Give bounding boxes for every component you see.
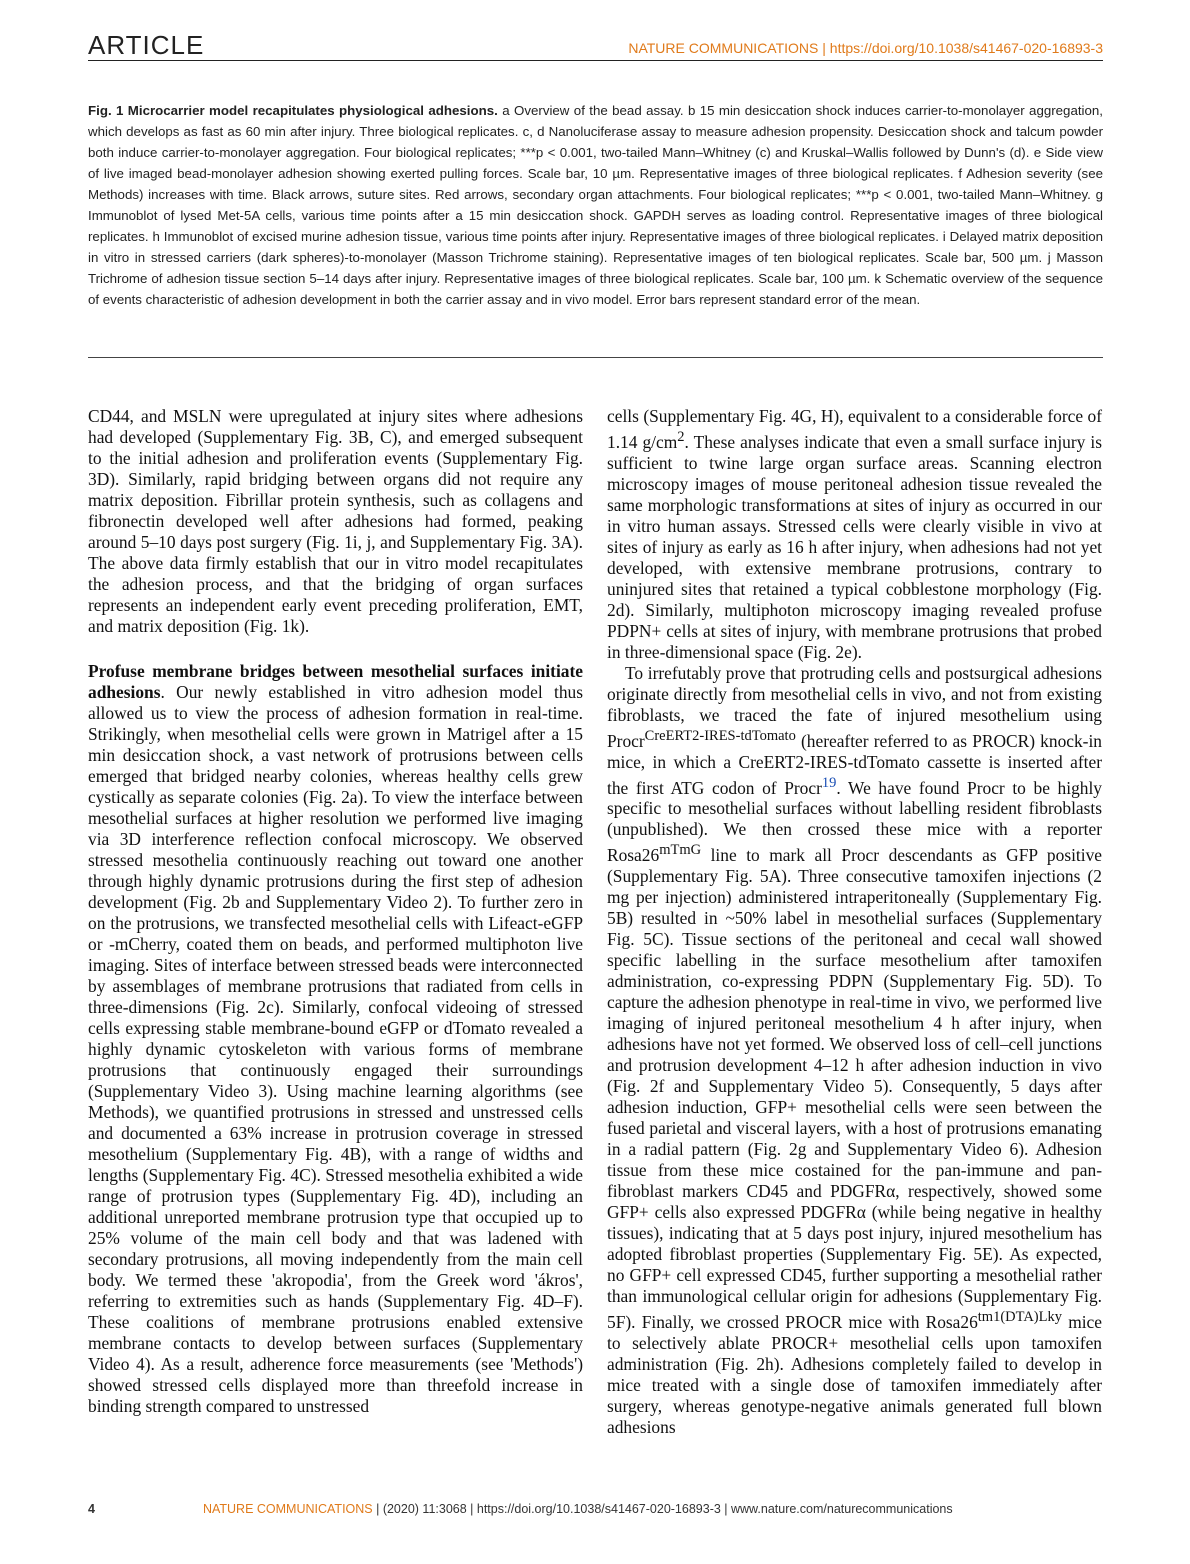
section-label: ARTICLE	[88, 30, 205, 60]
figure-caption	[88, 100, 1103, 310]
text-run: . We have found Procr to be highly specific to mesothelial surfaces without labelling resident fibroblasts (unpublished). We then crossed these mice with a reporter Rosa26	[607, 777, 1102, 866]
paragraph-text: . Our newly established in vitro adhesion model thus allowed us to view the process of adhesion formation in real-time. Strikingly, when mesothelial cells were grown in Matrigel after a 15 min desiccation shock, a vast network of protrusions between cells emerged that bridged nearby colonies, whereas healthy cells grew cystically as separate colonies (Fig. 2a). To view the interface between mesothelial surfaces at higher resolution we performed live imaging via 3D interference reflection confocal microscopy. We observed stressed mesothelia continuously reaching out toward one another through highly dynamic protrusions during the first step of adhesion development (Fig. 2b and Supplementary Video 2). To further zero in on the protrusions, we transfected mesothelial cells with Lifeact-eGFP or -mCherry, coated them on beads, and performed multiphoton live imaging. Sites of interface between stressed beads were interconnected by assemblages of membrane protrusions that radiated from cells in three-dimensions (Fig. 2c). Similarly, confocal videoing of stressed cells expressing stable membrane-bound eGFP or dTomato revealed a highly dynamic cytoskeleton with various forms of membrane protrusions that continuously engaged their surroundings (Supplementary Video 3). Using machine learning algorithms (see Methods), we quantified protrusions in stressed and unstressed cells and documented a 63% increase in protrusion coverage in stressed mesothelium (Supplementary Fig. 4B), with a range of widths and lengths (Supplementary Fig. 4C). Stressed mesothelia exhibited a wide range of protrusion types (Supplementary Fig. 4D), including an additional unreported membrane protrusion type that occupied up to 25% volume of the main cell body and that was ladened with secondary protrusions, all moving independently from the main cell body. We termed these 'akropodia', from the Greek word 'ákros', referring to extremities such as hands (Supplementary Fig. 4D–F). These coalitions of membrane protrusions enabled extensive membrane contacts to develop between surfaces (Supplementary Video 4). As a result, adherence force measurements (see 'Methods') showed stressed cells displayed more than threefold increase in binding strength compared to unstressed	[88, 682, 583, 1416]
page-footer	[88, 1502, 953, 1516]
paragraph: CD44, and MSLN were upregulated at injury sites where adhesions had developed (Supplementary Fig. 3B, C), and emerged subsequent to the initial adhesion and proliferation events (Supplementary Fig. 3D). Similarly, rapid bridging between organs did not require any matrix deposition. Fibrillar protein synthesis, such as collagens and fibronectin developed well after adhesions had formed, peaking around 5–10 days post surgery (Fig. 1i, j, and Supplementary Fig. 3A). The above data firmly establish that our in vitro model recapitulates the adhesion process, and that the bridging of organ surfaces represents an independent early event preceding proliferation, EMT, and matrix deposition (Fig. 1k).	[88, 406, 583, 636]
superscript: 2	[677, 429, 685, 445]
text-run: cells (Supplementary Fig. 4G, H), equivalent to a considerable force of 1.14 g/cm	[607, 406, 1102, 452]
text-run: (hereafter referred to as PROCR) knock-in mice, in which a CreERT2-IRES-tdTomato cassette is inserted after the first ATG codon of Procr	[607, 730, 1102, 798]
header-rule	[88, 60, 1103, 61]
superscript: CreERT2-IRES-tdTomato	[644, 727, 796, 744]
caption-rule	[88, 357, 1103, 358]
page-number: 4	[88, 1502, 95, 1516]
paragraph	[607, 406, 1102, 663]
footer-citation[interactable]: | (2020) 11:3068 | https://doi.org/10.1038/s41467-020-16893-3 | www.nature.com/naturecommunications	[372, 1502, 953, 1516]
paragraph-gap	[88, 637, 583, 661]
text-run: . These analyses indicate that even a small surface injury is sufficient to twine large organ surface areas. Scanning electron microscopy images of mouse peritoneal adhesion tissue revealed the same morphologic transformations at sites of injury as occurred in our in vitro human assays. Stressed cells were clearly visible in vivo at sites of injury as early as 16 h after injury, when adhesions had not yet developed, with extensive membrane protrusions, contrary to uninjured sites that retained a typical cobblestone morphology (Fig. 2d). Similarly, multiphoton microscopy imaging revealed profuse PDPN+ cells at sites of injury, with membrane protrusions that probed in three-dimensional space (Fig. 2e).	[607, 431, 1102, 662]
right-column	[607, 406, 1102, 1438]
caption-text: a Overview of the bead assay. b 15 min desiccation shock induces carrier-to-monolayer aggregation, which develops as fast as 60 min after injury. Three biological replicates. c, d Nanoluciferase assay to measure adhesion propensity. Desiccation shock and talcum powder both induce carrier-to-monolayer aggregation. Four biological replicates; ***p < 0.001, two-tailed Mann–Whitney (c) and Kruskal–Wallis followed by Dunn's (d). e Side view of live imaged bead-monolayer adhesion showing exerted pulling forces. Scale bar, 10 µm. Representative images of three biological replicates. f Adhesion severity (see Methods) increases with time. Black arrows, suture sites. Red arrows, secondary organ attachments. Four biological replicates; ***p < 0.001, two-tailed Mann–Whitney. g Immunoblot of lysed Met-5A cells, various time points after a 15 min desiccation shock. GAPDH serves as loading control. Representative images of three biological replicates. h Immunoblot of excised murine adhesion tissue, various time points after injury. Representative images of three biological replicates. i Delayed matrix deposition in vitro in stressed carriers (dark spheres)-to-monolayer (Masson Trichrome staining). Representative images of ten biological replicates. Scale bar, 500 µm. j Masson Trichrome of adhesion tissue section 5–14 days after injury. Representative images of three biological replicates. Scale bar, 100 µm. k Schematic overview of the sequence of events characteristic of adhesion development in both the carrier assay and in vivo model. Error bars represent standard error of the mean.	[88, 103, 1103, 307]
superscript: tm1(DTA)Lky	[977, 1309, 1062, 1326]
left-column	[88, 406, 583, 1417]
footer-journal: NATURE COMMUNICATIONS	[202, 1502, 373, 1516]
caption-label: Fig. 1 Microcarrier model recapitulates physiological adhesions.	[88, 103, 498, 118]
text-run: To irrefutably prove that protruding cells and postsurgical adhesions originate directly from mesothelial cells in vivo, and not from existing fibroblasts, we traced the fate of injured mesothelium using Procr	[607, 662, 1102, 751]
text-run: mice to selectively ablate PROCR+ mesothelial cells upon tamoxifen administration (Fig. 2h). Adhesions completely failed to develop in mice treated with a single dose of tamoxifen immediately after surgery, whereas genotype-negative animals generated full blown adhesions	[607, 1311, 1102, 1437]
journal-doi-link[interactable]: NATURE COMMUNICATIONS | https://doi.org/10.1038/s41467-020-16893-3	[628, 40, 1103, 56]
reference-link[interactable]: 19	[821, 774, 837, 791]
paragraph	[88, 661, 583, 1417]
section-heading: Profuse membrane bridges between mesothelial surfaces initiate adhesions	[88, 661, 583, 702]
text-run: line to mark all Procr descendants as GFP positive (Supplementary Fig. 5A). Three consecutive tamoxifen injections (2 mg per injection) administered intraperitoneally (Supplementary Fig. 5B) resulted in ~50% label in mesothelial surfaces (Supplementary Fig. 5C). Tissue sections of the peritoneal and cecal wall showed specific labelling in the surface mesothelium after tamoxifen administration, co-expressing PDPN (Supplementary Fig. 5D). To capture the adhesion phenotype in real-time in vivo, we performed live imaging of injured peritoneal mesothelium 4 h after injury, when adhesions have not yet formed. We observed loss of cell–cell junctions and protrusion development 4–12 h after adhesion induction in vivo (Fig. 2f and Supplementary Video 5). Consequently, 5 days after adhesion induction, GFP+ mesothelial cells were seen between the fused parietal and visceral layers, with a host of protrusions emanating in a radial pattern (Fig. 2g and Supplementary Video 6). Adhesion tissue from these mice costained for the pan-immune and pan-fibroblast markers CD45 and PDGFRα, respectively, showed some GFP+ cells also expressed PDGFRα (while being negative in healthy tissues), indicating that at 5 days post injury, injured mesothelium has adopted fibroblast properties (Supplementary Fig. 5E). As expected, no GFP+ cell expressed CD45, further supporting a mesothelial rather than immunological cellular origin for adhesions (Supplementary Fig. 5F). Finally, we crossed PROCR mice with Rosa26	[607, 845, 1102, 1332]
superscript: mTmG	[659, 842, 702, 859]
paragraph	[607, 663, 1102, 1438]
